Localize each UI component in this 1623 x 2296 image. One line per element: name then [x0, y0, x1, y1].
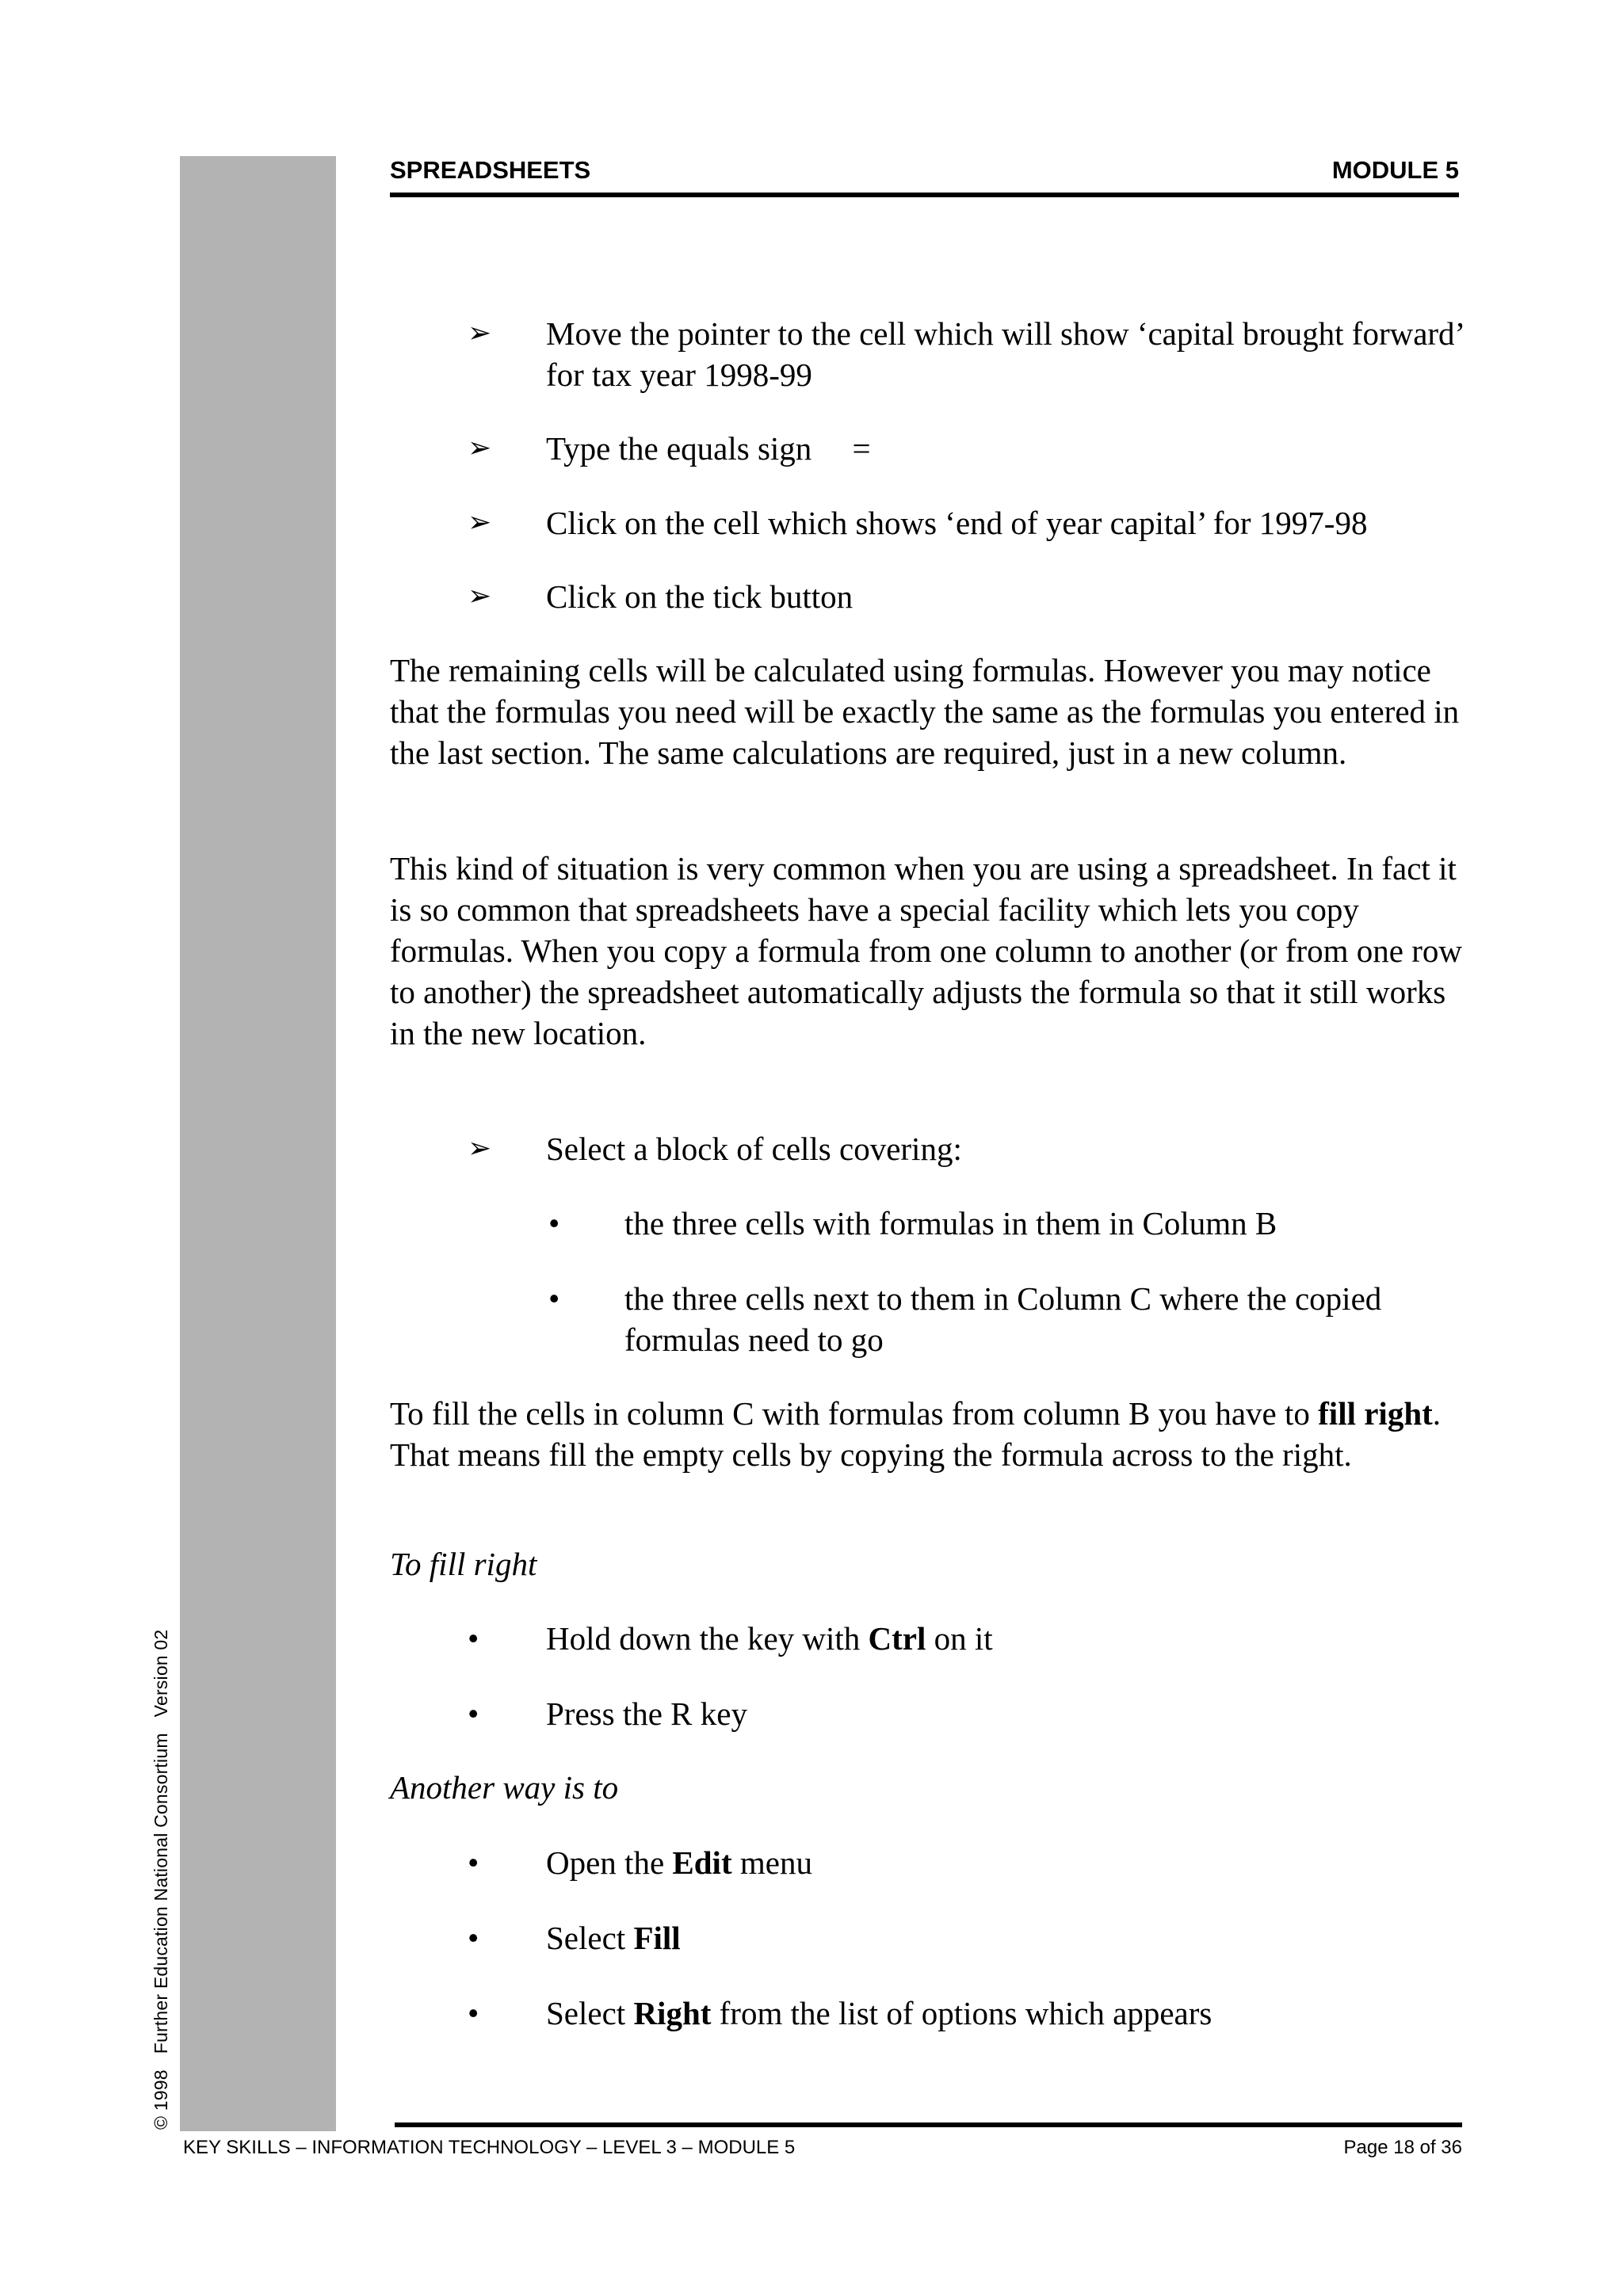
para-bold-term: fill right [1318, 1395, 1433, 1432]
item-bold: Fill [633, 1920, 681, 1956]
bullet-dot-icon: • [548, 1280, 560, 1317]
item-text: Open the [546, 1844, 673, 1881]
arrow-bullet-icon: ➢ [468, 432, 492, 464]
sidebar-band [180, 156, 336, 2131]
sidebar-copyright-text [151, 1614, 172, 2130]
page-header [390, 156, 1459, 188]
arrow-bullet-icon: ➢ [468, 580, 492, 612]
item-bold: Ctrl [868, 1620, 926, 1657]
bullet-dot-icon: • [548, 1205, 560, 1241]
heading-another-way: Another way is to [390, 1769, 619, 1806]
para-text: To fill the cells in column C with formulas from column B you have to [390, 1395, 1319, 1432]
paragraph-situation: This kind of situation is very common when you are using a spreadsheet. In fact it is so common that spreadsheets have a special facility which lets you copy formulas. When you copy a formula from one column to another (or from one row to another) the spreadsheet automatically adjusts the formula so that it still works in the new location. [390, 850, 1462, 1051]
step-item: Click on the cell which shows ‘end of year capital’ for 1997-98 [546, 505, 1368, 541]
step-item: Move the pointer to the cell which will show ‘capital brought forward’ for tax year 1998-99 [546, 315, 1464, 393]
item-text: menu [731, 1844, 812, 1881]
bullet-item [546, 1993, 1212, 2034]
step-item: Select a block of cells covering: [546, 1131, 962, 1167]
copyright-year: © 1998 [151, 2069, 171, 2130]
item-text: Select [546, 1920, 634, 1956]
header-module: MODULE 5 [1331, 156, 1459, 184]
item-text: on it [926, 1620, 993, 1657]
sub-bullet-item: the three cells with formulas in them in Column B [624, 1205, 1277, 1241]
item-text: Hold down the key with [546, 1620, 869, 1657]
bullet-item [546, 1618, 993, 1659]
bullet-item [546, 1842, 812, 1883]
footer-course: KEY SKILLS – INFORMATION TECHNOLOGY – LEVEL 3 – MODULE 5 [183, 2137, 796, 2158]
paragraph-remaining-cells: The remaining cells will be calculated using formulas. However you may notice that the formulas you need will be exactly the same as the formulas you entered in the last section. The same calculations are required, just in a new column. [390, 652, 1460, 771]
paragraph-fill-right [390, 1393, 1468, 1475]
bullet-dot-icon: • [468, 1844, 479, 1881]
header-rule [390, 193, 1459, 197]
bullet-dot-icon: • [468, 1920, 479, 1956]
bullet-item [546, 1917, 681, 1958]
bullet-dot-icon: • [468, 1695, 479, 1732]
sub-bullet-item: the three cells next to them in Column C where the copied formulas need to go [624, 1280, 1382, 1358]
arrow-bullet-icon: ➢ [468, 1132, 492, 1165]
item-text: Select [546, 1995, 634, 2031]
item-text: from the list of options which appears [711, 1995, 1212, 2031]
document-version: Version 02 [151, 1629, 171, 1718]
step-item: Type the equals sign = [546, 430, 871, 467]
step-item: Click on the tick button [546, 578, 854, 615]
copyright-organisation: Further Education National Consortium [151, 1733, 171, 2054]
arrow-bullet-icon: ➢ [468, 317, 492, 349]
para-text: . That means fill the empty cells by copying the formula across to the right. [390, 1395, 1442, 1473]
bullet-dot-icon: • [468, 1995, 479, 2031]
bullet-dot-icon: • [468, 1620, 479, 1657]
item-bold: Right [633, 1995, 712, 2031]
header-title: SPREADSHEETS [390, 156, 591, 184]
footer-page-number: Page 18 of 36 [1343, 2137, 1462, 2158]
bullet-item [546, 1693, 747, 1734]
heading-to-fill-right: To fill right [390, 1546, 537, 1582]
arrow-bullet-icon: ➢ [468, 506, 492, 539]
item-text: Press the R key [546, 1695, 747, 1732]
footer-rule [395, 2122, 1462, 2127]
item-bold: Edit [672, 1844, 732, 1881]
